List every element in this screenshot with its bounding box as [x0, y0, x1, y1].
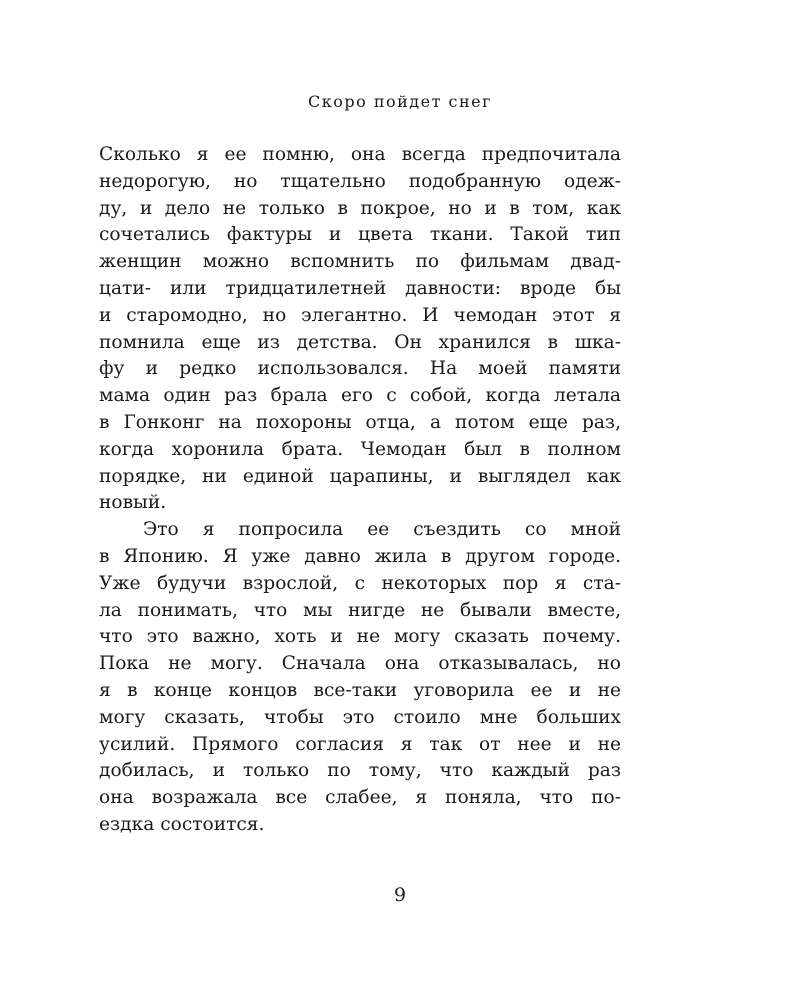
text-line: Пока не могу. Сначала она отказывалась, но	[99, 653, 621, 675]
text-line: и старомодно, но элегантно. И чемодан этот я	[99, 304, 621, 326]
text-line: цати- или тридцатилетней давности: вроде бы	[99, 277, 621, 299]
text-line: в Гонконг на похороны отца, а потом еще раз,	[99, 411, 621, 433]
text-line: могу сказать, чтобы это стоило мне больших	[99, 706, 621, 728]
text-line: Сколько я ее помню, она всегда предпочитала	[99, 144, 621, 165]
paragraph-1	[99, 142, 621, 517]
text-line: порядке, ни единой царапины, и выглядел как	[99, 465, 621, 487]
text-line: фу и редко использовался. На моей памяти	[99, 358, 621, 380]
running-head: Скоро пойдет снег	[307, 92, 493, 111]
text-line: недорогую, но тщательно подобранную одеж-	[99, 170, 621, 192]
text-line: добилась, и только по тому, что каждый раз	[99, 760, 621, 782]
text-line: новый.	[99, 492, 167, 514]
text-line: Уже будучи взрослой, с некоторых пор я ста-	[99, 572, 621, 594]
text-line: Это я попросила ее съездить со мной	[143, 519, 621, 541]
text-line: что это важно, хоть и не могу сказать почему.	[99, 626, 621, 648]
paragraph-2	[99, 517, 621, 839]
text-line: когда хоронила брата. Чемодан был в полном	[99, 438, 621, 460]
text-line: она возражала все слабее, я поняла, что по-	[99, 787, 621, 809]
text-line: ла понимать, что мы нигде не бывали вместе,	[99, 599, 621, 621]
text-line: ездка состоится.	[99, 813, 265, 835]
body-text	[99, 142, 621, 839]
text-line: помнила еще из детства. Он хранился в шка-	[99, 331, 621, 353]
text-line: ду, и дело не только в покрое, но и в том, как	[99, 197, 621, 219]
page-number: 9	[393, 884, 407, 906]
text-line: женщин можно вспомнить по фильмам двад-	[99, 251, 621, 273]
text-line: в Японию. Я уже давно жила в другом городе.	[99, 545, 621, 567]
text-line: сочетались фактуры и цвета ткани. Такой тип	[99, 224, 621, 246]
text-line: мама один раз брала его с собой, когда летала	[99, 385, 621, 407]
text-line: я в конце концов все-таки уговорила ее и не	[99, 679, 621, 701]
text-line: усилий. Прямого согласия я так от нее и не	[99, 733, 621, 755]
